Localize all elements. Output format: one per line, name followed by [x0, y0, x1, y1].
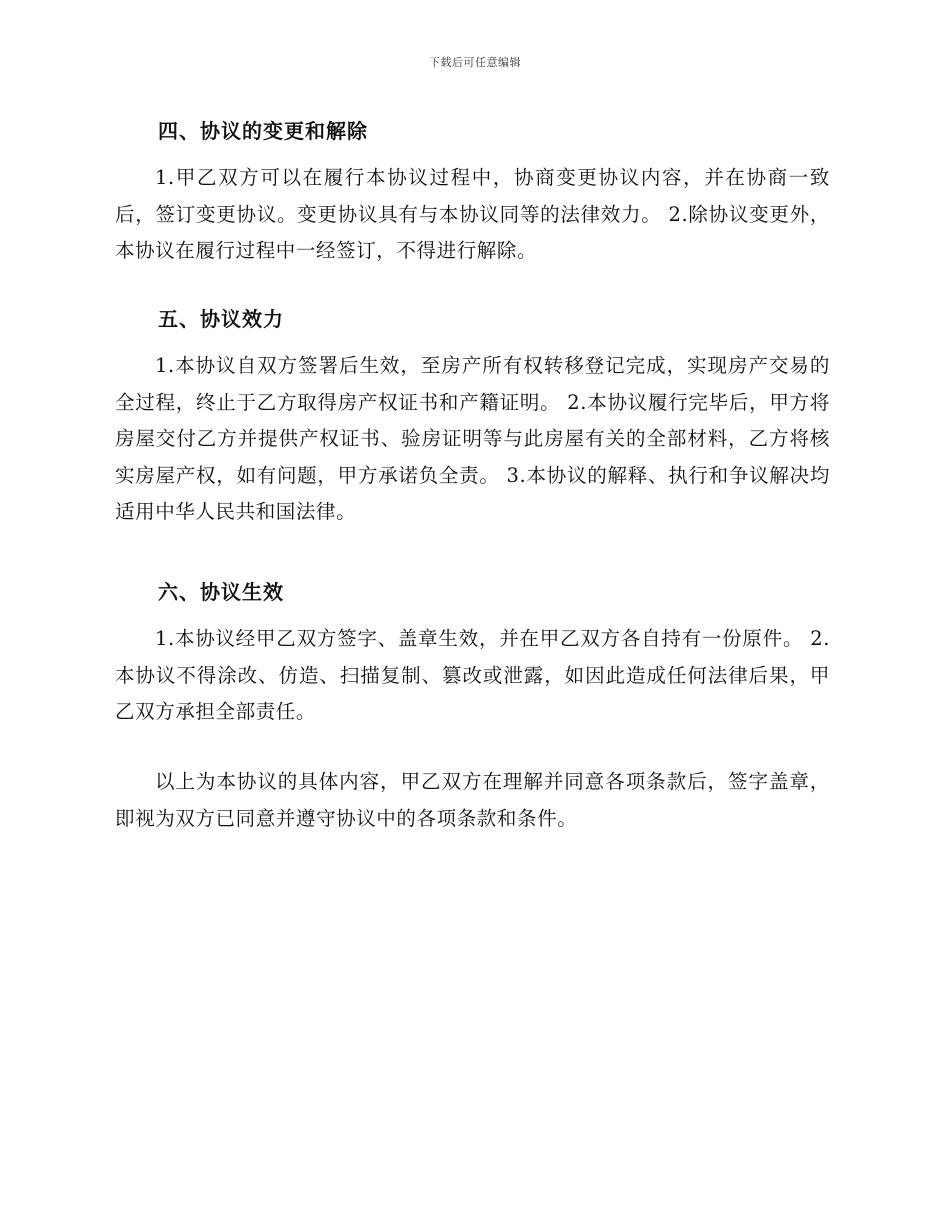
closing-paragraph: 以上为本协议的具体内容，甲乙双方在理解并同意各项条款后，签字盖章，即视为双方已同意并遵守协议中的各项条款和条件。	[115, 770, 830, 830]
section-heading-modification: 四、协议的变更和解除	[158, 119, 368, 143]
section-paragraph-validity: 1.本协议自双方签署后生效，至房产所有权转移登记完成，实现房产交易的全过程，终止于乙方取得房产权证书和产籍证明。 2.本协议履行完毕后，甲方将房屋交付乙方并提供产权证书、验房证明等与此房屋有关的全部材料，乙方将核实房屋产权，如有问题，甲方承诺负全责。 3.本协议的解释、执行和争议解决均适用中华人民共和国法律。	[115, 354, 830, 523]
section-paragraph-modification: 1.甲乙双方可以在履行本协议过程中，协商变更协议内容，并在协商一致后，签订变更协议。变更协议具有与本协议同等的法律效力。 2.除协议变更外，本协议在履行过程中一经签订，不得进行解除。	[115, 166, 830, 262]
page-header: 下载后可任意编辑	[429, 56, 521, 69]
section-heading-effectiveness: 六、协议生效	[158, 580, 284, 604]
section-paragraph-effectiveness: 1.本协议经甲乙双方签字、盖章生效，并在甲乙双方各自持有一份原件。 2.本协议不得涂改、仿造、扫描复制、篡改或泄露，如因此造成任何法律后果，甲乙双方承担全部责任。	[115, 627, 830, 723]
section-heading-validity: 五、协议效力	[158, 307, 284, 331]
